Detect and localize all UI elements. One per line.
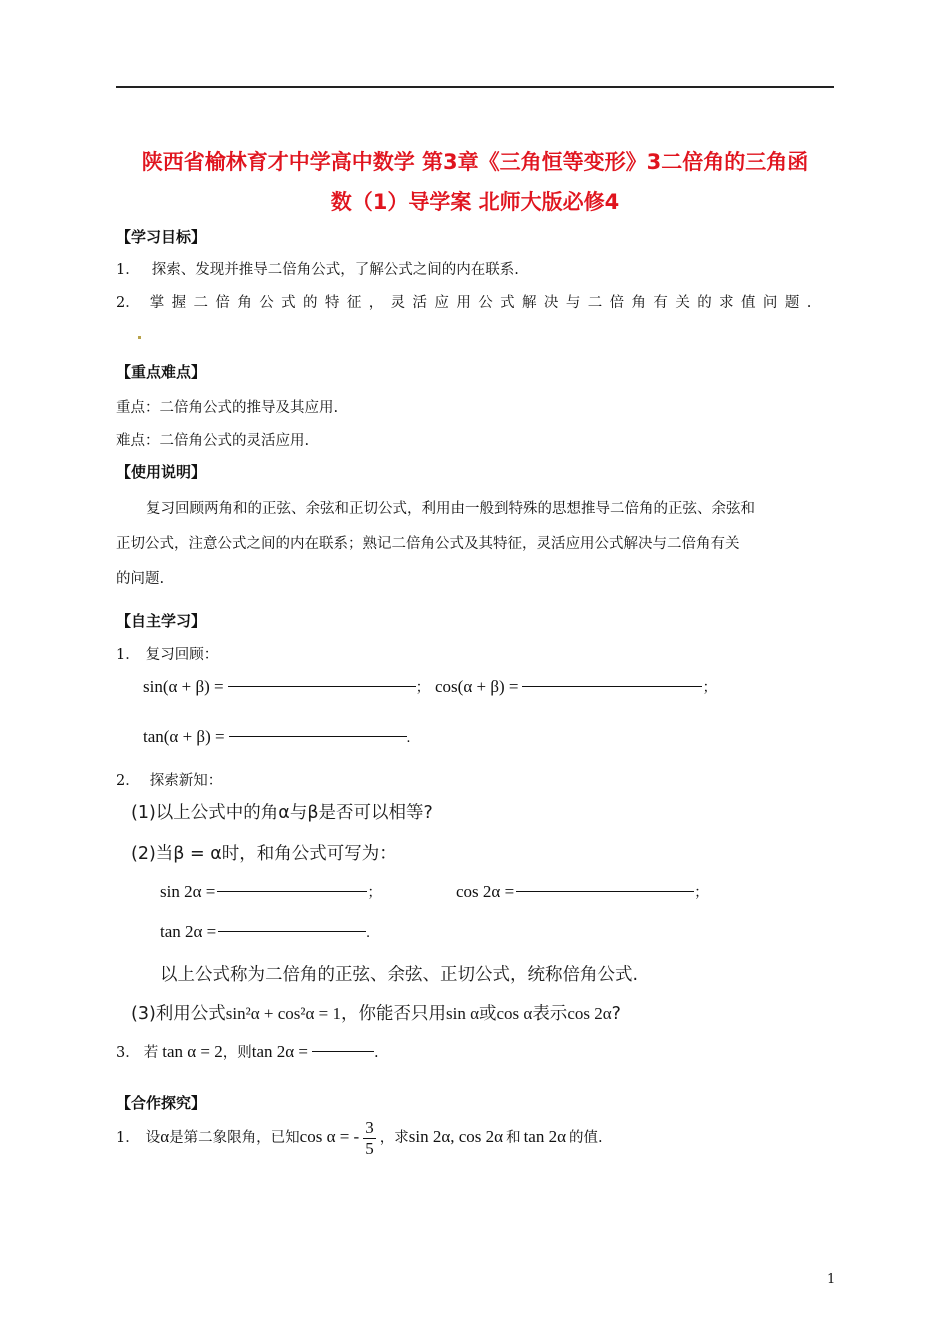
sin-sum-blank[interactable] [228,686,416,687]
usage-line-3: 的问题. [116,571,165,587]
q3-target: tan 2α = [251,1042,309,1061]
sep-semicolon-2: ； [702,680,717,696]
sin2a-blank[interactable] [217,891,367,892]
goal-item-2 [116,291,819,312]
self-study-q1-num: 1． [116,647,140,663]
cq1-and: 和 [506,1130,521,1146]
cq1-fraction [363,1118,376,1159]
doc-title-line-2: 数（1）导学案 北师大版必修4 [330,190,620,214]
goal-item-1 [116,258,519,279]
p3-formula: sin²α + cos²α = 1 [225,1004,341,1023]
double-angle-summary: 以上公式称为二倍角的正弦、余弦、正切公式，统称倍角公式. [160,965,639,985]
self-study-q2-text: 探索新知： [149,773,223,789]
q3-blank[interactable] [312,1051,374,1052]
cq1-frac-num: 3 [365,1117,374,1137]
goal-item-1-num: 1． [116,262,140,278]
cq1-end: 的值. [569,1130,603,1146]
self-study-q3-num: 3． [116,1045,140,1061]
cos2a-formula [456,881,709,902]
p3-sin: sin α [445,1004,479,1023]
cq1-cos: cos α = - [299,1127,360,1146]
cq1-prefix: 设 [145,1130,161,1146]
section-heading-usage: 【使用说明】 [116,463,207,481]
cos-sum-label: cos(α + β) = [435,677,519,696]
section-heading-goals: 【学习目标】 [116,228,207,246]
tan2a-blank[interactable] [218,931,366,932]
sin-sum-formula [143,676,430,697]
p3-cos2: cos 2α [567,1004,612,1023]
p3-cos: cos α [496,1004,533,1023]
stray-mark [138,336,141,339]
q3-end: . [374,1045,379,1061]
p3-prefix: (3)利用公式 [131,1004,226,1024]
cq1-mid: 是第二象限角，已知 [169,1130,300,1146]
section-heading-keypoints: 【重点难点】 [116,363,207,381]
self-study-q2 [116,769,222,790]
self-study-q1-text: 复习回顾： [145,647,219,663]
p3-q: ? [611,1004,621,1024]
tan2a-label: tan 2α = [160,922,217,941]
cq1-frac-den: 5 [365,1138,374,1158]
tan-sum-blank[interactable] [229,736,407,737]
section-heading-self-study: 【自主学习】 [116,612,207,630]
sin2a-label: sin 2α = [160,882,216,901]
goal-item-1-text: 探索、发现并推导二倍角公式，了解公式之间的内在联系. [151,262,519,278]
cooperate-q1-num: 1． [116,1130,140,1146]
self-study-q2-num: 2． [116,773,140,789]
tan-sum-label: tan(α + β) = [143,727,225,746]
sep-semicolon-3: ； [367,885,382,901]
self-study-q3 [116,1041,379,1062]
key-point: 重点：二倍角公式的推导及其应用. [116,400,339,416]
p3-mid: ，你能否只用 [340,1004,446,1024]
sep-period-2: . [366,925,370,941]
q3-given: tan α = 2 [162,1042,223,1061]
cos2a-blank[interactable] [516,891,694,892]
page-number: 1 [827,1272,836,1287]
cos2a-label: cos 2α = [456,882,515,901]
goal-item-2-num: 2． [116,295,140,311]
explore-question-3 [131,1000,621,1025]
header-rule [116,86,834,88]
tan-sum-formula [143,727,410,747]
sep-semicolon-1: ； [415,680,431,696]
difficult-point: 难点：二倍角公式的灵活应用. [116,433,310,449]
p3-show: 表示 [532,1004,568,1024]
sep-period-1: . [406,730,411,746]
cq1-tan: tan 2α [523,1127,566,1146]
cq1-alpha: α [160,1127,170,1146]
p3-or: 或 [478,1004,497,1024]
q3-then: ，则 [222,1045,252,1061]
sin2a-formula [160,881,382,902]
cos-sum-blank[interactable] [522,686,702,687]
sep-semicolon-4: ； [694,885,709,901]
self-study-q1 [116,643,218,664]
cq1-find: ，求 [379,1130,409,1146]
tan2a-formula [160,922,370,942]
doc-title-line-1: 陕西省榆林育才中学高中数学 第3章《三角恒等变形》3二倍角的三角函 [141,150,809,174]
cq1-targets: sin 2α, cos 2α [408,1127,504,1146]
usage-line-1: 复习回顾两角和的正弦、余弦和正切公式，利用由一般到特殊的思想推导二倍角的正弦、余弦和 [146,501,755,517]
cooperate-q1 [116,1114,603,1161]
sin-sum-label: sin(α + β) = [143,677,224,696]
section-heading-cooperate: 【合作探究】 [116,1094,207,1112]
cos-sum-formula [435,676,717,697]
usage-line-2: 正切公式，注意公式之间的内在联系；熟记二倍角公式及其特征，灵活应用公式解决与二倍角有关 [116,536,740,552]
goal-item-2-text: 掌握二倍角公式的特征，灵活应用公式解决与二倍角有关的求值问题. [149,295,819,311]
explore-question-2: (2)当β = α时，和角公式可写为： [131,844,397,864]
q3-prefix: 若 [143,1045,159,1061]
explore-question-1: (1)以上公式中的角α与β是否可以相等? [131,803,433,823]
